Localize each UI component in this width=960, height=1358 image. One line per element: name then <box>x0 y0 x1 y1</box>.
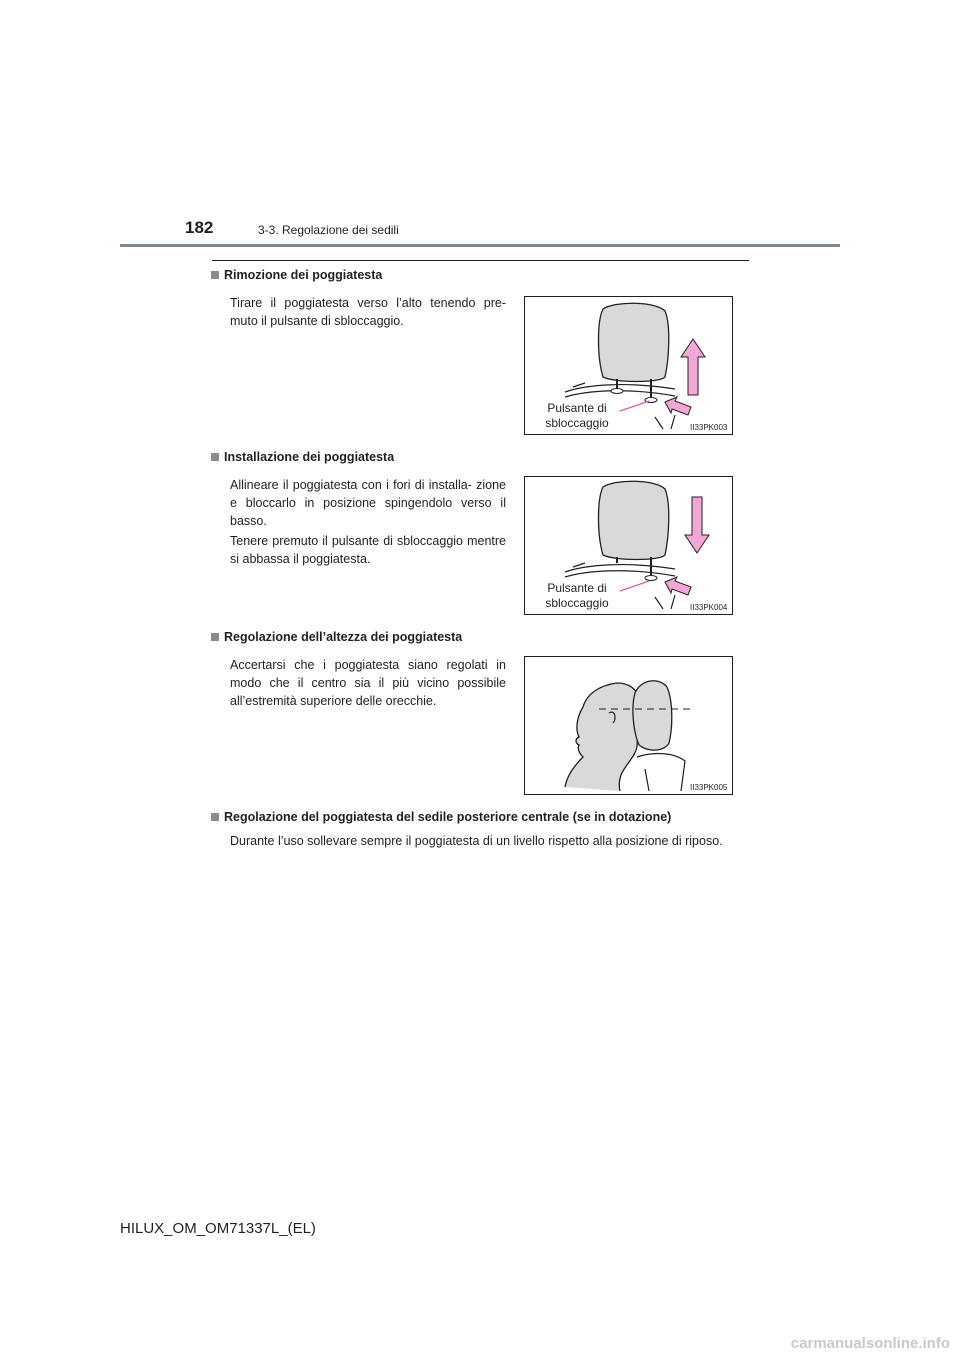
bullet-square-icon <box>211 813 219 821</box>
up-arrow-icon <box>681 339 705 395</box>
figure-head-position <box>524 656 733 795</box>
seat-outline <box>637 754 685 791</box>
bullet-square-icon <box>211 453 219 461</box>
heading-height-adjust: Regolazione dell’altezza dei poggiatesta <box>211 630 462 644</box>
headrest-shape <box>599 481 669 559</box>
page-number: 182 <box>185 218 214 237</box>
paragraph-rear-center-headrest: Durante l’uso sollevare sempre il poggiatesta di un livello rispetto alla posizione di riposo. <box>230 834 723 848</box>
watermark: carmanualsonline.info <box>790 1335 950 1352</box>
figure-headrest-removal <box>524 296 733 435</box>
figure-headrest-installation <box>524 476 733 615</box>
heading-removal: Rimozione dei poggiatesta <box>211 268 382 282</box>
head-profile <box>565 683 639 791</box>
press-arrow-icon <box>665 577 691 595</box>
heading-installation: Installazione dei poggiatesta <box>211 450 394 464</box>
header-divider <box>120 244 840 247</box>
leader-line <box>620 401 649 411</box>
figure-code: II33PK004 <box>690 603 728 612</box>
label-release-button-2: sbloccaggio <box>545 596 609 610</box>
figure-code: II33PK005 <box>690 783 728 792</box>
paragraph-height-adjust: Accertarsi che i poggiatesta siano regolati in modo che il centro sia il più vicino possibile all’estremità superiore delle orecchie. <box>230 658 506 708</box>
label-release-button-1: Pulsante di <box>547 581 607 595</box>
headrest-shape <box>633 681 672 750</box>
headrest-shape <box>599 303 669 381</box>
heading-rear-center-headrest: Regolazione del poggiatesta del sedile posteriore centrale (se in dotazione) <box>211 810 671 824</box>
paragraph-installation-2: Tenere premuto il pulsante di sbloccaggio mentre si abbassa il poggiatesta. <box>230 534 506 566</box>
label-release-button-2: sbloccaggio <box>545 416 609 430</box>
label-release-button-1: Pulsante di <box>547 401 607 415</box>
section-divider <box>212 260 749 261</box>
section-title: 3-3. Regolazione dei sedili <box>258 223 399 237</box>
paragraph-installation-1: Allineare il poggiatesta con i fori di installa- zione e bloccarlo in posizione spingendolo verso il basso. <box>230 478 506 528</box>
bullet-square-icon <box>211 633 219 641</box>
leader-line <box>620 581 649 591</box>
press-arrow-icon <box>665 397 691 415</box>
document-code: HILUX_OM_OM71337L_(EL) <box>120 1220 316 1237</box>
figure-code: II33PK003 <box>690 423 728 432</box>
bullet-square-icon <box>211 271 219 279</box>
paragraph-removal: Tirare il poggiatesta verso l’alto tenendo pre- muto il pulsante di sbloccaggio. <box>230 296 506 328</box>
down-arrow-icon <box>685 497 709 553</box>
